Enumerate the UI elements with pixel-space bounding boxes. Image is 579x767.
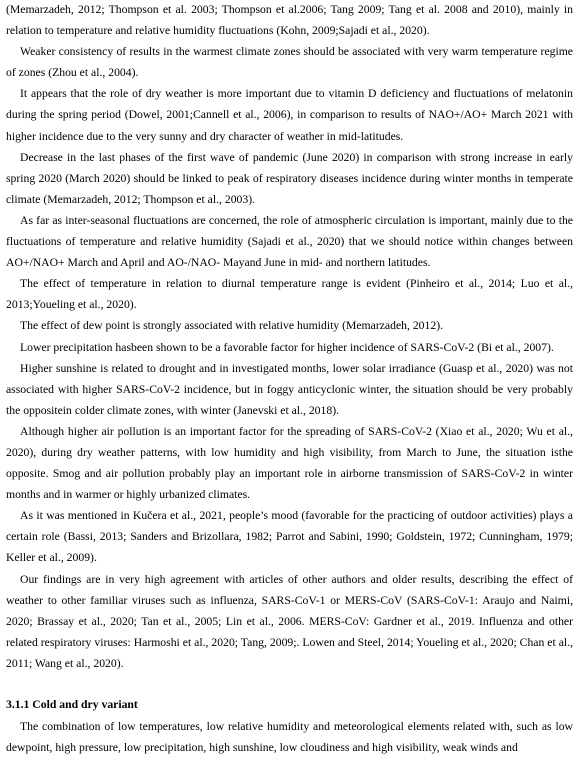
paragraph-precipitation: Lower precipitation hasbeen shown to be a favorable factor for higher incidence of SARS-CoV-2 (Bi et al., 2007).	[20, 340, 554, 354]
paragraph-warm-climate: Weaker consistency of results in the warmest climate zones should be associated with very warm temperature regime of zones (Zhou et al., 2004).	[6, 45, 573, 80]
paragraph-temperature: The effect of temperature in relation to diurnal temperature range is evident (Pinheiro et al., 2014; Luo et al., 2013;Youeling et al., 2020).	[6, 277, 573, 312]
paragraph-citations-continued: (Memarzadeh, 2012; Thompson et al. 2003; Thompson et al.2006; Tang 2009; Tang et al. 2008 and 2010), mainly in relation to temperature and relative humidity fluctuations (Kohn, 2009;Sajadi et al., 2020).	[6, 3, 573, 38]
paragraph-mood: As it was mentioned in Kučera et al., 2021, people’s mood (favorable for the practicing of outdoor activities) plays a certain role (Bassi, 2013; Sanders and Brizollara, 1982; Parrot and Sabini, 1990; Goldstein, 1972; Cunningham, 1979; Keller et al., 2009).	[6, 509, 573, 565]
paragraph-first-wave: Decrease in the last phases of the first wave of pandemic (June 2020) in comparison with strong increase in early spring 2020 (March 2020) should be linked to peak of respiratory diseases incidence during winter months in temperate climate (Memarzadeh, 2012; Thompson et al., 2003).	[6, 150, 573, 206]
section-heading: 3.1.1 Cold and dry variant	[6, 698, 138, 711]
paragraph-dry-weather: It appears that the role of dry weather is more important due to vitamin D deficiency and fluctuations of melatonin during the spring period (Dowel, 2001;Cannell et al., 2006), in comparison to results of NAO+/AO+ March 2021 with higher incidence due to the very sunny and dry character of weather in mid-latitudes.	[6, 87, 573, 143]
paragraph-inter-seasonal: As far as inter-seasonal fluctuations are concerned, the role of atmospheric circulation is important, mainly due to the fluctuations of temperature and relative humidity (Sajadi et al., 2020) that we should notice within changes between AO+/NAO+ March and April and AO-/NAO- Mayand June in mid- and northern latitudes.	[6, 213, 573, 270]
paragraph-cold-dry: The combination of low temperatures, low relative humidity and meteorological elements related with, such as low dewpoint, high pressure, low precipitation, high sunshine, low cloudiness and high visibility, weak winds and	[6, 720, 573, 755]
paragraph-sunshine: Higher sunshine is related to drought and in investigated months, lower solar irradiance (Guasp et al., 2020) was not associated with higher SARS-CoV-2 incidence, but in foggy anticyclonic winter, the situation should be very probably the oppositein colder climate zones, with winter (Janevski et al., 2018).	[6, 361, 573, 417]
paragraph-dew-point: The effect of dew point is strongly associated with relative humidity (Memarzadeh, 2012).	[20, 319, 444, 333]
paragraph-air-pollution: Although higher air pollution is an important factor for the spreading of SARS-CoV-2 (Xiao et al., 2020; Wu et al., 2020), during dry weather patterns, with low humidity and high visibility, from March to June, the situation isthe opposite. Smog and air pollution probably play an important role in airborne transmission of SARS-CoV-2 in winter months and in warmer or highly urbanized climates.	[6, 424, 573, 502]
paragraph-findings: Our findings are in very high agreement with articles of other authors and older results, describing the effect of weather to other familiar viruses such as influenza, SARS-CoV-1 or MERS-CoV (SARS-CoV-1: Araujo and Naimi, 2020; Brassay et al., 2020; Tan et al., 2005; Lin et al., 2006. MERS-CoV: Gardner et al., 2019. Influenza and other related respiratory viruses: Harmoshi et al., 2020; Tang, 2009;. Lowen and Steel, 2014; Youeling et al., 2020; Chan et al., 2011; Wang et al., 2020).	[6, 572, 573, 670]
